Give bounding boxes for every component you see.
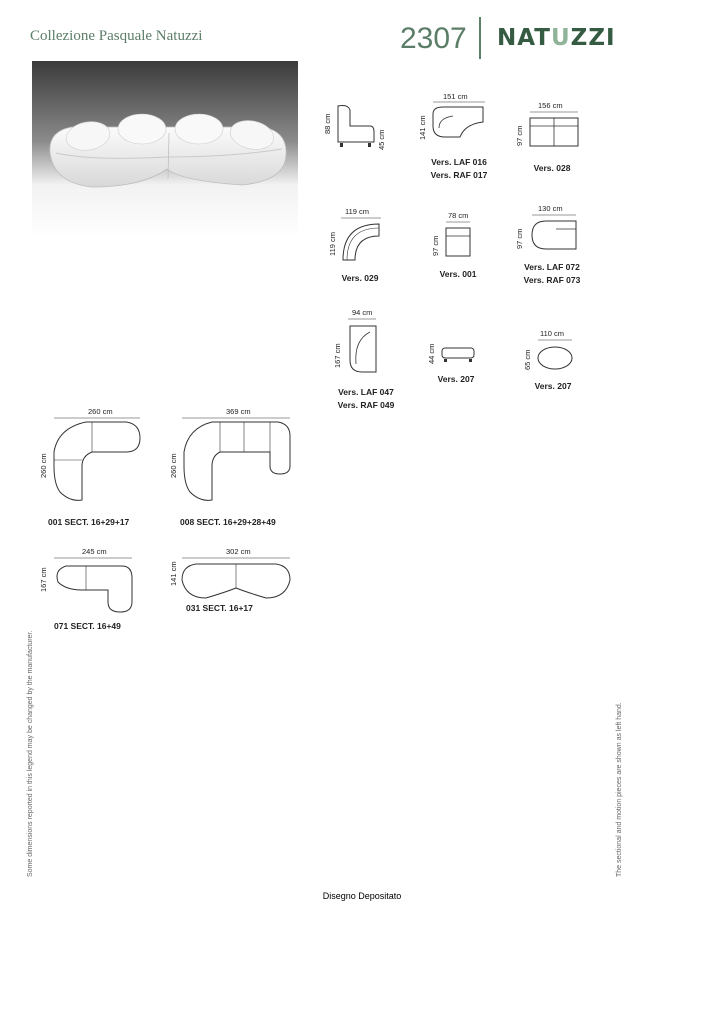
piece-label-2: Vers. RAF 017 — [430, 170, 488, 180]
piece-label-2: Vers. RAF 049 — [337, 400, 395, 410]
piece-v029 — [325, 206, 405, 286]
sofa-photo — [32, 61, 298, 238]
width-dim: 302 cm — [226, 547, 251, 556]
collection-title: Collezione Pasquale Natuzzi — [30, 28, 203, 44]
piece-laf016 — [415, 92, 505, 182]
left-disclaimer: Some dimensions reported in this legend may be changed by the manufacturer. — [27, 630, 34, 877]
piece-laf047 — [330, 306, 402, 418]
footer-note: Disegno Depositato — [322, 891, 402, 901]
width-dim: 119 cm — [345, 207, 370, 216]
piece-side-view — [318, 100, 390, 165]
height-dim: 44 cm — [427, 343, 436, 364]
height-dim: 260 cm — [169, 453, 178, 478]
header-divider — [479, 17, 481, 59]
section-label: 071 SECT. 16+49 — [54, 621, 121, 631]
width-dim: 94 cm — [352, 308, 373, 317]
piece-label: Vers. 001 — [439, 269, 477, 279]
piece-label: Vers. 029 — [341, 273, 379, 283]
seat-dim: 45 cm — [377, 129, 386, 150]
width-dim: 156 cm — [538, 101, 563, 110]
height-dim: 141 cm — [169, 561, 178, 586]
piece-v001 — [428, 210, 488, 290]
height-dim: 88 cm — [323, 113, 332, 134]
width-dim: 110 cm — [540, 329, 565, 338]
piece-label: Vers. 207 — [437, 374, 475, 384]
piece-v028 — [512, 100, 592, 180]
piece-v207-side — [424, 338, 484, 388]
piece-label: Vers. 028 — [533, 163, 571, 173]
brand-logo: NATUZZI — [497, 25, 616, 51]
height-dim: 97 cm — [431, 235, 440, 256]
width-dim: 260 cm — [88, 407, 113, 416]
section-label: 031 SECT. 16+17 — [186, 603, 253, 613]
piece-label-1: Vers. LAF 047 — [338, 387, 394, 397]
width-dim: 130 cm — [538, 204, 563, 213]
piece-label: Vers. 207 — [534, 381, 572, 391]
width-dim: 78 cm — [448, 211, 469, 220]
section-071 — [36, 546, 146, 636]
section-008 — [166, 406, 296, 532]
width-dim: 245 cm — [82, 547, 107, 556]
section-001 — [36, 406, 146, 532]
piece-laf072 — [512, 203, 592, 293]
height-dim: 97 cm — [515, 228, 524, 249]
right-disclaimer: The sectional and motion pieces are shown as left hand. — [616, 702, 623, 877]
height-dim: 260 cm — [39, 453, 48, 478]
height-dim: 119 cm — [328, 231, 337, 256]
height-dim: 97 cm — [515, 125, 524, 146]
piece-v207-top — [520, 328, 592, 394]
piece-label-1: Vers. LAF 072 — [524, 262, 580, 272]
section-label: 008 SECT. 16+29+28+49 — [180, 517, 276, 527]
piece-label-1: Vers. LAF 016 — [431, 157, 487, 167]
section-label: 001 SECT. 16+29+17 — [48, 517, 130, 527]
width-dim: 369 cm — [226, 407, 251, 416]
piece-label-2: Vers. RAF 073 — [523, 275, 581, 285]
width-dim: 151 cm — [443, 92, 468, 101]
height-dim: 141 cm — [418, 115, 427, 140]
height-dim: 65 cm — [523, 349, 532, 370]
height-dim: 167 cm — [39, 567, 48, 592]
model-number: 2307 — [400, 22, 467, 55]
height-dim: 167 cm — [333, 343, 342, 368]
section-031 — [166, 546, 296, 626]
